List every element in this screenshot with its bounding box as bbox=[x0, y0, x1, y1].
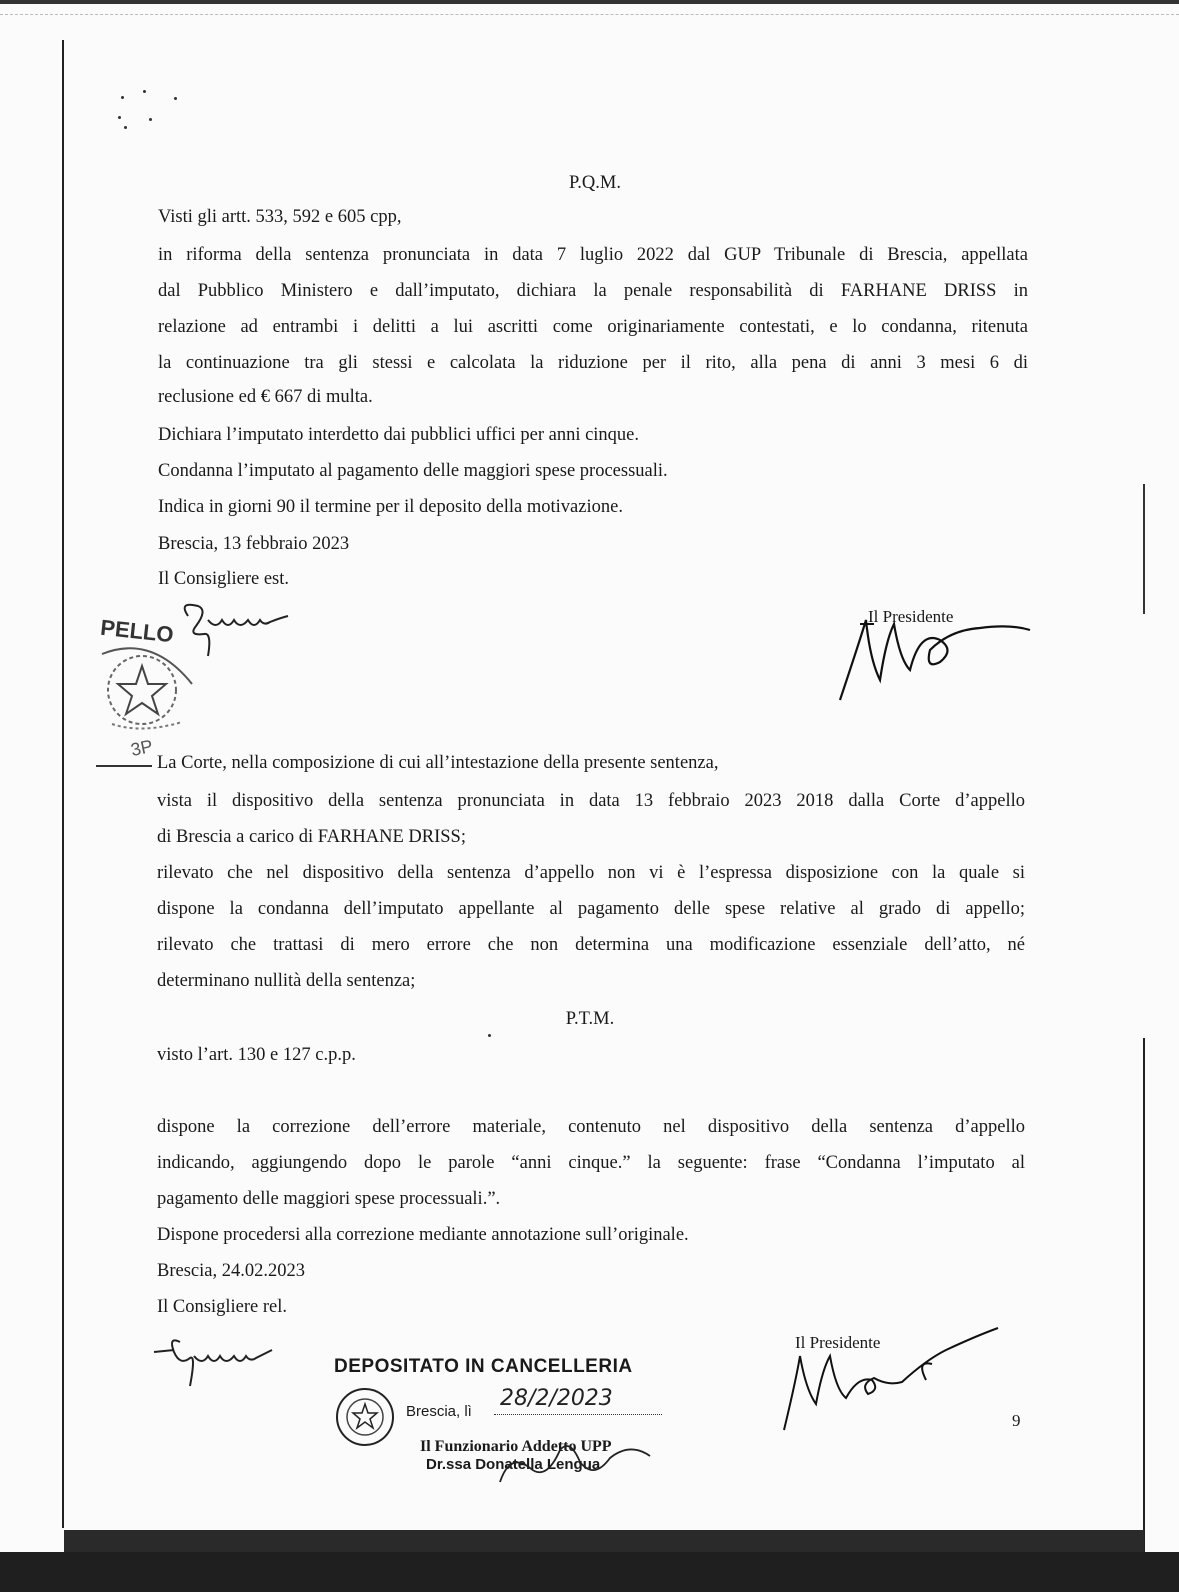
interdetto-line: Dichiara l’imputato interdetto dai pubblici uffici per anni cinque. bbox=[158, 425, 640, 445]
condanna-line: Condanna l’imputato al pagamento delle maggiori spese processuali. bbox=[158, 461, 668, 481]
top-dashed-line bbox=[0, 14, 1179, 15]
consigliere-label: Il Consigliere rel. bbox=[157, 1297, 287, 1317]
visti-line: Visti gli artt. 533, 592 e 605 cpp, bbox=[158, 207, 402, 227]
body-line: indicando, aggiungendo dopo le parole “anni cinque.” la seguente: frase “Condanna l’imputato al bbox=[157, 1153, 1025, 1173]
body-line: la continuazione tra gli stessi e calcolata la riduzione per il rito, alla pena di anni 3 mesi 6 di bbox=[158, 353, 1028, 373]
presidente-label: Il Presidente bbox=[868, 607, 954, 626]
signature-funzionario bbox=[490, 1432, 660, 1488]
body-line: dal Pubblico Ministero e dall’imputato, dichiara la penale responsabilità di FARHANE DRISS in bbox=[158, 281, 1028, 301]
court-seal bbox=[332, 1386, 398, 1448]
stamp-funzionario: Il Funzionario Addetto UPP bbox=[420, 1438, 612, 1455]
body-line: dispone la condanna dell’imputato appellante al pagamento delle spese relative al grado di appello; bbox=[157, 899, 1025, 919]
stamp-name: Dr.ssa Donatella Lengua bbox=[426, 1456, 601, 1473]
right-scroll-mark bbox=[1143, 484, 1145, 614]
top-edge-bar bbox=[0, 0, 1179, 4]
body-line-last: reclusione ed € 667 di multa. bbox=[158, 387, 373, 407]
consigliere-label: Il Consigliere est. bbox=[158, 569, 290, 589]
body-line: rilevato che trattasi di mero errore che non determina una modificazione essenziale dell’atto, né bbox=[157, 935, 1025, 955]
dispone-line: Dispone procedersi alla correzione mediante annotazione sull’originale. bbox=[157, 1225, 689, 1245]
body-line: relazione ad entrambi i delitti a lui ascritti come originariamente contestati, e lo condanna, ritenuta bbox=[158, 317, 1028, 337]
left-margin-line bbox=[62, 40, 64, 1528]
stamp-date-handwritten: 28/2/2023 bbox=[500, 1386, 613, 1411]
visto-line: visto l’art. 130 e 127 c.p.p. bbox=[157, 1045, 356, 1065]
heading-ptm: P.T.M. bbox=[565, 1009, 615, 1029]
signature-presidente bbox=[776, 1320, 1006, 1440]
svg-text:PELLO: PELLO bbox=[99, 614, 175, 648]
svg-text:3P: 3P bbox=[128, 735, 155, 760]
date-line: Brescia, 13 febbraio 2023 bbox=[158, 534, 350, 554]
body-line: vista il dispositivo della sentenza pronunciata in data 13 febbraio 2023 2018 dalla Corte d’appello bbox=[157, 791, 1025, 811]
right-margin-line bbox=[1143, 1038, 1145, 1558]
carico-line: di Brescia a carico di FARHANE DRISS; bbox=[157, 827, 466, 847]
body-line: dispone la correzione dell’errore materiale, contenuto nel dispositivo della sentenza d’appello bbox=[157, 1117, 1025, 1137]
signature-consigliere bbox=[150, 1332, 300, 1392]
date-line: Brescia, 24.02.2023 bbox=[157, 1261, 305, 1281]
heading-pqm: P.Q.M. bbox=[569, 173, 621, 193]
corte-line: La Corte, nella composizione di cui all’intestazione della presente sentenza, bbox=[157, 753, 719, 773]
signature-presidente bbox=[830, 600, 1040, 710]
bottom-scan-shadow bbox=[64, 1530, 1144, 1554]
page-number: 9 bbox=[1012, 1411, 1021, 1430]
bottom-edge-bar bbox=[0, 1552, 1179, 1592]
presidente-label: Il Presidente bbox=[795, 1333, 881, 1352]
stamp-title: DEPOSITATO IN CANCELLERIA bbox=[334, 1356, 633, 1377]
stamp-date-dotted-line bbox=[494, 1414, 662, 1415]
termine-line: Indica in giorni 90 il termine per il deposito della motivazione. bbox=[158, 497, 623, 517]
body-line-last: determinano nullità della sentenza; bbox=[157, 971, 416, 991]
signature-consigliere bbox=[168, 596, 318, 666]
body-line: in riforma della sentenza pronunciata in data 7 luglio 2022 dal GUP Tribunale di Brescia, appellata bbox=[158, 245, 1028, 265]
body-line: rilevato che nel dispositivo della sentenza d’appello non vi è l’espressa disposizione con la quale si bbox=[157, 863, 1025, 883]
body-line-last: pagamento delle maggiori spese processuali.”. bbox=[157, 1189, 501, 1209]
stamp-place-label: Brescia, lì bbox=[406, 1403, 472, 1420]
